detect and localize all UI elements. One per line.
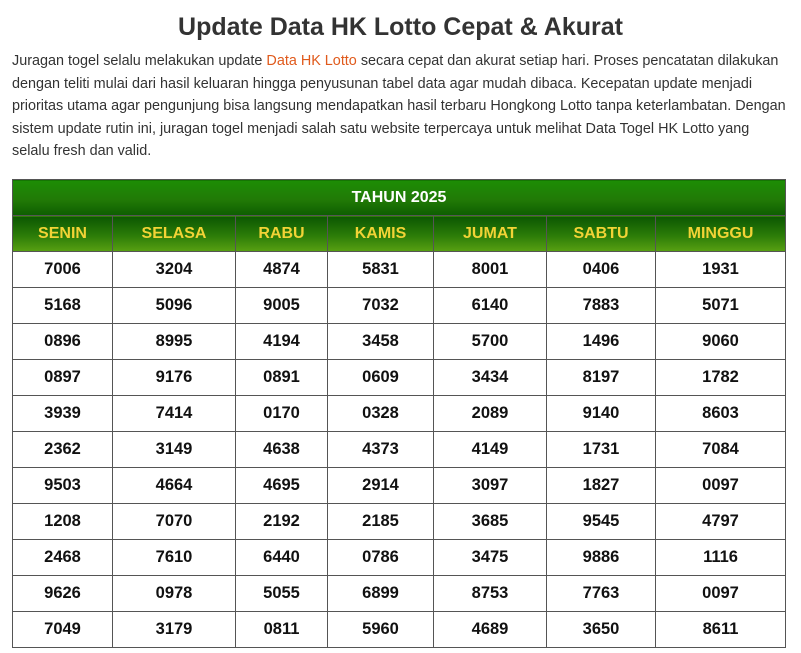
result-cell: 3650 [547, 612, 656, 648]
table-row [13, 324, 786, 360]
table-row [13, 252, 786, 288]
result-cell: 3204 [113, 252, 236, 288]
result-cell: 4695 [236, 468, 328, 504]
result-cell: 5071 [656, 288, 786, 324]
table-row [13, 360, 786, 396]
result-cell: 3179 [113, 612, 236, 648]
result-cell: 9140 [547, 396, 656, 432]
result-cell: 6899 [328, 576, 434, 612]
year-header: TAHUN 2025 [13, 180, 786, 216]
result-cell: 7070 [113, 504, 236, 540]
result-cell: 3685 [434, 504, 547, 540]
result-cell: 1827 [547, 468, 656, 504]
result-cell: 0978 [113, 576, 236, 612]
intro-paragraph [12, 50, 789, 163]
result-cell: 4638 [236, 432, 328, 468]
result-cell: 7414 [113, 396, 236, 432]
page-title: Update Data HK Lotto Cepat & Akurat [178, 13, 623, 41]
result-cell: 3097 [434, 468, 547, 504]
results-table-container [12, 179, 785, 648]
result-cell: 9060 [656, 324, 786, 360]
result-cell: 1782 [656, 360, 786, 396]
result-cell: 9176 [113, 360, 236, 396]
result-cell: 5168 [13, 288, 113, 324]
table-row [13, 468, 786, 504]
result-cell: 1731 [547, 432, 656, 468]
result-cell: 4149 [434, 432, 547, 468]
result-cell: 0897 [13, 360, 113, 396]
result-cell: 0406 [547, 252, 656, 288]
table-row [13, 612, 786, 648]
result-cell: 8995 [113, 324, 236, 360]
result-cell: 2362 [13, 432, 113, 468]
result-cell: 8001 [434, 252, 547, 288]
result-cell: 5055 [236, 576, 328, 612]
result-cell: 2468 [13, 540, 113, 576]
result-cell: 4194 [236, 324, 328, 360]
result-cell: 7006 [13, 252, 113, 288]
result-cell: 3475 [434, 540, 547, 576]
intro-text-start: Juragan togel selalu melakukan update [12, 53, 267, 69]
result-cell: 9503 [13, 468, 113, 504]
result-cell: 4874 [236, 252, 328, 288]
result-cell: 8611 [656, 612, 786, 648]
result-cell: 9545 [547, 504, 656, 540]
table-row [13, 504, 786, 540]
result-cell: 4373 [328, 432, 434, 468]
table-row [13, 396, 786, 432]
result-cell: 2914 [328, 468, 434, 504]
year-header-row [13, 180, 786, 216]
result-cell: 5096 [113, 288, 236, 324]
result-cell: 0097 [656, 576, 786, 612]
result-cell: 0097 [656, 468, 786, 504]
result-cell: 3434 [434, 360, 547, 396]
result-cell: 0170 [236, 396, 328, 432]
result-cell: 1931 [656, 252, 786, 288]
result-cell: 0786 [328, 540, 434, 576]
table-row [13, 540, 786, 576]
result-cell: 4689 [434, 612, 547, 648]
result-cell: 7049 [13, 612, 113, 648]
result-cell: 7610 [113, 540, 236, 576]
result-cell: 6140 [434, 288, 547, 324]
table-row [13, 288, 786, 324]
data-hk-lotto-link[interactable]: Data HK Lotto [266, 53, 357, 69]
result-cell: 7763 [547, 576, 656, 612]
result-cell: 5700 [434, 324, 547, 360]
result-cell: 6440 [236, 540, 328, 576]
table-row [13, 576, 786, 612]
result-cell: 8197 [547, 360, 656, 396]
result-cell: 2089 [434, 396, 547, 432]
result-cell: 2185 [328, 504, 434, 540]
intro-text-end: secara cepat dan akurat setiap hari. Proses pencatatan dilakukan dengan teliti mulai dari hasil keluaran hingga penyusunan tabel data agar mudah dibaca. Kecepatan update menjadi prioritas utama agar pengunjung bisa langsung mendapatkan hasil terbaru Hongkong Lotto tanpa keterlambatan. Dengan sistem update rutin ini, juragan togel menjadi salah satu website terpercaya untuk melihat Data Togel HK Lotto yang selalu fresh dan valid. [12, 53, 786, 160]
result-cell: 4797 [656, 504, 786, 540]
day-header-rabu: RABU [236, 216, 328, 252]
result-cell: 4664 [113, 468, 236, 504]
result-cell: 7084 [656, 432, 786, 468]
result-cell: 7032 [328, 288, 434, 324]
result-cell: 1208 [13, 504, 113, 540]
day-header-senin: SENIN [13, 216, 113, 252]
result-cell: 0811 [236, 612, 328, 648]
result-cell: 1116 [656, 540, 786, 576]
result-cell: 8753 [434, 576, 547, 612]
day-header-jumat: JUMAT [434, 216, 547, 252]
result-cell: 1496 [547, 324, 656, 360]
result-cell: 8603 [656, 396, 786, 432]
day-header-sabtu: SABTU [547, 216, 656, 252]
day-header-kamis: KAMIS [328, 216, 434, 252]
results-table [12, 179, 786, 648]
result-cell: 0891 [236, 360, 328, 396]
day-header-minggu: MINGGU [656, 216, 786, 252]
result-cell: 3458 [328, 324, 434, 360]
result-cell: 7883 [547, 288, 656, 324]
result-cell: 3939 [13, 396, 113, 432]
result-cell: 9886 [547, 540, 656, 576]
result-cell: 2192 [236, 504, 328, 540]
result-cell: 9626 [13, 576, 113, 612]
day-header-row [13, 216, 786, 252]
result-cell: 0896 [13, 324, 113, 360]
result-cell: 0328 [328, 396, 434, 432]
result-cell: 5960 [328, 612, 434, 648]
result-cell: 0609 [328, 360, 434, 396]
day-header-selasa: SELASA [113, 216, 236, 252]
result-cell: 9005 [236, 288, 328, 324]
result-cell: 3149 [113, 432, 236, 468]
result-cell: 5831 [328, 252, 434, 288]
results-table-body [13, 252, 786, 648]
table-row [13, 432, 786, 468]
